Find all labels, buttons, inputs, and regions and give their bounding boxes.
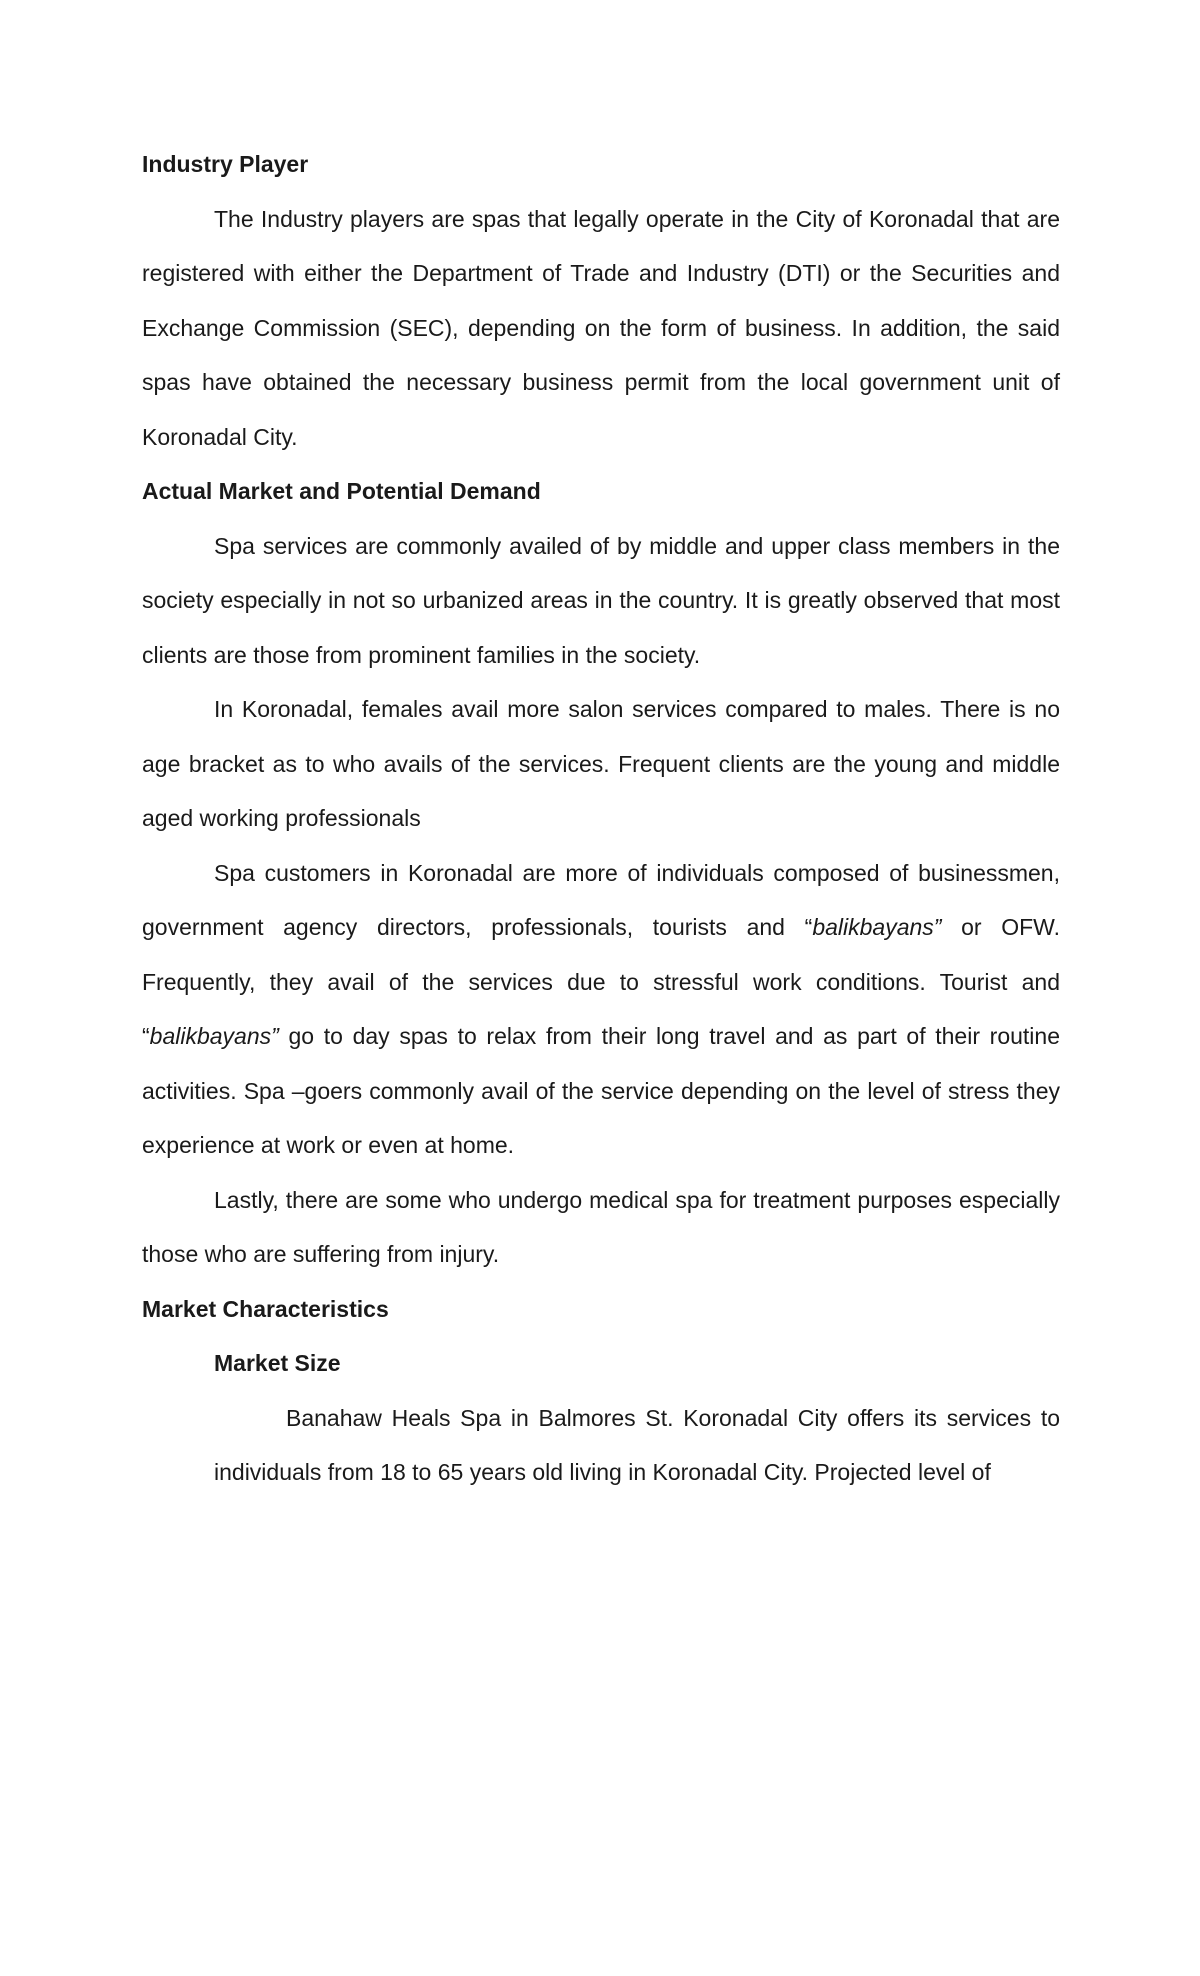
heading-market-characteristics: Market Characteristics — [142, 1295, 389, 1322]
paragraph-spa-customers — [142, 846, 1060, 1173]
italic-term: balikbayans” — [149, 1023, 279, 1049]
italic-term: balikbayans” — [812, 914, 942, 940]
heading-market-size: Market Size — [214, 1350, 341, 1376]
text-segment: or OFW. Frequently, they avail of the services due to stressful work conditions. Tourist and “ — [142, 914, 1061, 1049]
text-segment: go to day spas to relax from their long travel and as part of their routine activities. Spa –goers commonly avail of the service depending on the level of stress they experience at work or even at home. — [142, 1023, 1060, 1158]
paragraph-koronadal-demographics: In Koronadal, females avail more salon services compared to males. There is no age bracket as to who avails of the services. Frequent clients are the young and middle aged working professionals — [142, 696, 1060, 831]
document-body — [142, 137, 1060, 1500]
paragraph-industry-player: The Industry players are spas that legally operate in the City of Koronadal that are registered with either the Department of Trade and Industry (DTI) or the Securities and Exchange Commission (SEC), depending on the form of business. In addition, the said spas have obtained the necessary business permit from the local government unit of Koronadal City. — [142, 205, 1060, 450]
heading-industry-player: Industry Player — [142, 151, 309, 177]
paragraph-market-size: Banahaw Heals Spa in Balmores St. Koronadal City offers its services to individuals from 18 to 65 years old living in Koronadal City. Projected level of — [214, 1404, 1060, 1485]
heading-actual-market: Actual Market and Potential Demand — [142, 478, 541, 504]
paragraph-market-clients: Spa services are commonly availed of by middle and upper class members in the society especially in not so urbanized areas in the country. It is greatly observed that most clients are those from prominent families in the society. — [142, 532, 1060, 668]
subsection-market-size — [214, 1336, 1060, 1500]
text-segment: Spa customers in Koronadal are more of individuals composed of businessmen, government agency directors, professionals, tourists and “ — [142, 859, 1060, 940]
paragraph-medical-spa: Lastly, there are some who undergo medical spa for treatment purposes especially those who are suffering from injury. — [142, 1186, 1060, 1267]
